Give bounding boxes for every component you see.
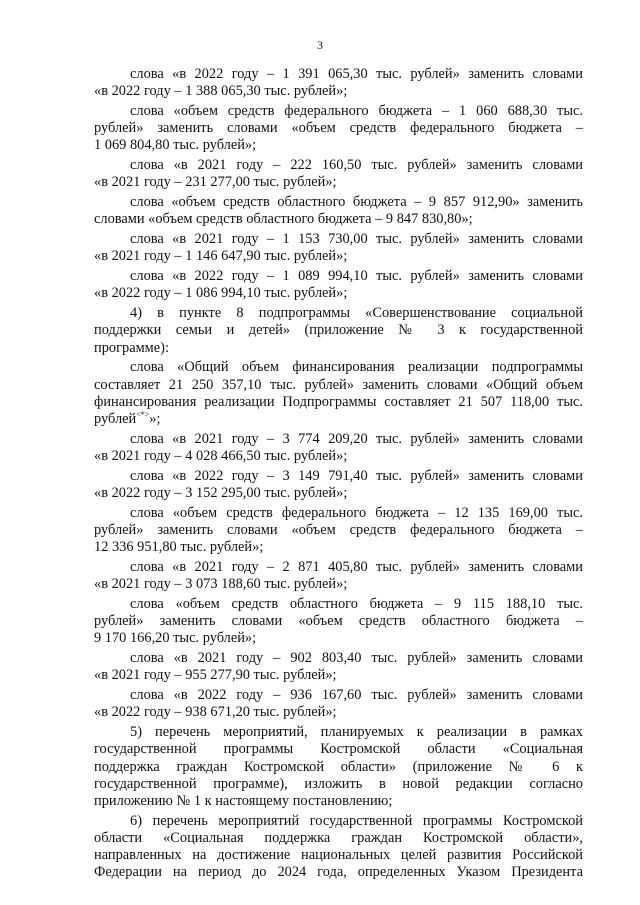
text-line: слова «в 2022 году – 936 167,60 тыс. рублей» заменить словами [130, 687, 583, 704]
text-line: 4) в пункте 8 подпрограммы «Совершенствование социальной [130, 305, 583, 322]
text-line: «в 2022 году – 1 086 994,10 тыс. рублей»; [94, 285, 348, 302]
text-line: рублей» заменить словами «объем средств областного бюджета – [94, 613, 583, 630]
text-fragment: рублей [94, 411, 137, 428]
text-line: 12 336 951,80 тыс. рублей»; [94, 539, 264, 556]
text-line: «в 2021 году – 231 277,00 тыс. рублей»; [94, 174, 337, 191]
text-line: «в 2021 году – 3 073 188,60 тыс. рублей»; [94, 576, 348, 593]
text-line: слова «Общий объем финансирования реализации подпрограммы [130, 359, 583, 376]
text-line: словами «объем средств областного бюджета – 9 847 830,80»; [94, 211, 473, 228]
text-line: слова «в 2021 году – 222 160,50 тыс. рублей» заменить словами [130, 157, 583, 174]
text-line: области «Социальная поддержка граждан Костромской области», [94, 830, 583, 847]
text-fragment: »; [149, 411, 161, 428]
text-line: приложению № 1 к настоящему постановлению; [94, 793, 393, 810]
text-line: финансирования реализации Подпрограммы составляет 21 507 118,00 тыс. [94, 393, 583, 410]
text-line: рублей» заменить словами «объем средств федерального бюджета – [94, 120, 583, 137]
page-number: 3 [317, 38, 323, 52]
text-line: слова «в 2021 году – 1 153 730,00 тыс. рублей» заменить словами [130, 231, 583, 248]
text-line: «в 2022 году – 938 671,20 тыс. рублей»; [94, 704, 337, 721]
text-line: 5) перечень мероприятий, планируемых к реализации в рамках [130, 724, 583, 741]
document-body [94, 66, 583, 882]
text-line: 1 069 804,80 тыс. рублей»; [94, 137, 257, 154]
footnote-marker: <*> [136, 410, 150, 420]
text-line: слова «объем средств областного бюджета – 9 857 912,90» заменить [130, 194, 583, 211]
text-line: «в 2021 году – 1 146 647,90 тыс. рублей»; [94, 248, 348, 265]
text-line: слова «объем средств областного бюджета – 9 115 188,10 тыс. [130, 596, 583, 613]
text-line: «в 2021 году – 4 028 466,50 тыс. рублей»; [94, 448, 348, 465]
text-line: слова «в 2021 году – 902 803,40 тыс. рублей» заменить словами [130, 650, 583, 667]
text-line: слова «в 2022 году – 3 149 791,40 тыс. рублей» заменить словами [130, 467, 583, 484]
text-line: государственной программы Костромской области «Социальная [94, 741, 583, 758]
text-line: рублей» заменить словами «объем средств федерального бюджета – [94, 522, 583, 539]
text-line: слова «в 2022 году – 1 089 994,10 тыс. рублей» заменить словами [130, 268, 583, 285]
text-line: 6) перечень мероприятий государственной программы Костромской [130, 812, 583, 829]
text-line: Федерации на период до 2024 года, определенных Указом Президента [94, 864, 583, 881]
text-line: поддержки семьи и детей» (приложение № 3 к государственной [94, 322, 583, 339]
text-line [94, 411, 583, 428]
text-line: поддержка граждан Костромской области» (приложение № 6 к [94, 758, 583, 775]
text-line: программе): [94, 339, 169, 356]
text-line: составляет 21 250 357,10 тыс. рублей» заменить словами «Общий объем [94, 376, 583, 393]
text-line: «в 2022 году – 3 152 295,00 тыс. рублей»; [94, 485, 348, 502]
text-line: «в 2021 году – 955 277,90 тыс. рублей»; [94, 667, 337, 684]
text-line: слова «в 2021 году – 3 774 209,20 тыс. рублей» заменить словами [130, 430, 583, 447]
text-line: слова «объем средств федерального бюджета – 1 060 688,30 тыс. [130, 103, 583, 119]
text-line: слова «объем средств федерального бюджета – 12 135 169,00 тыс. [130, 504, 583, 521]
text-line: государственной программе), изложить в новой редакции согласно [94, 775, 583, 792]
text-line: 9 170 166,20 тыс. рублей»; [94, 630, 257, 647]
text-line: «в 2022 году – 1 388 065,30 тыс. рублей»; [94, 83, 348, 100]
text-line: слова «в 2022 году – 1 391 065,30 тыс. рублей» заменить словами [130, 66, 583, 82]
text-line: направленных на достижение национальных целей развития Российской [94, 847, 583, 864]
text-line: слова «в 2021 году – 2 871 405,80 тыс. рублей» заменить словами [130, 559, 583, 576]
